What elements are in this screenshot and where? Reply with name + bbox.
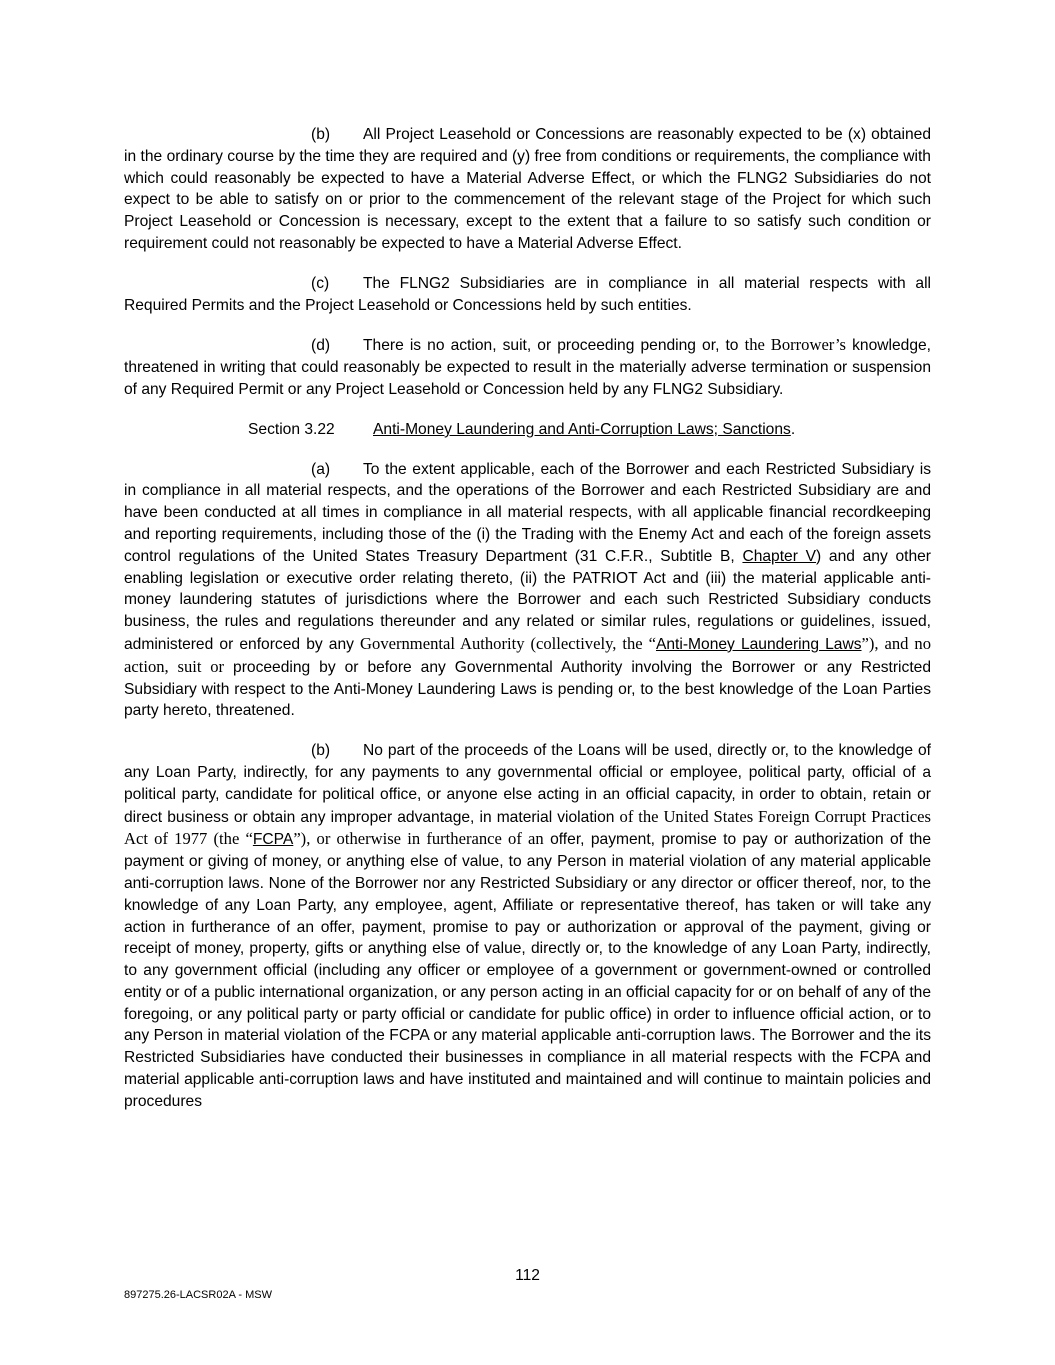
paragraph-text: proceeding by or before any Governmental Authority involving the Borrower or any Restricted Subsidiary with respect to the Anti-Money Laundering Laws is pending or, to the best knowledge of the Loan Parties party hereto, threatened. — [124, 658, 931, 720]
section-heading — [248, 419, 931, 441]
paragraph-label: (a) — [311, 460, 331, 478]
paragraph-label: (c) — [311, 274, 330, 292]
paragraph-label: (d) — [311, 337, 331, 355]
document-body — [124, 124, 931, 1131]
paragraph-a-aml — [124, 459, 931, 723]
paragraph-text: The FLNG2 Subsidiaries are in compliance in all material respects with all Required Permits and the Project Leasehold or Concessions held by such entities. — [124, 274, 931, 314]
defined-term-aml-laws: Anti-Money Laundering Laws — [655, 635, 862, 653]
paragraph-d-proceedings — [124, 334, 931, 400]
page-number: 112 — [515, 1267, 540, 1284]
section-number: Section 3.22 — [248, 420, 335, 438]
paragraph-text-serif: the Borrower’s — [744, 335, 847, 355]
section-title: Anti-Money Laundering and Anti-Corruption Laws; Sanctions — [373, 420, 791, 438]
section-title-end: . — [790, 420, 796, 438]
paragraph-text: No part of the proceeds of the Loans will be used, directly or, to the knowledge of any Loan Party, indirectly, for any payments to any governmental official or employee, political party, official of a political party, candidate for political office, or anyone else acting in an official capacity, in order to obtain, retain or direct business or obtain any improper advantage, in material violation — [124, 742, 931, 826]
paragraph-text-serif: ”), or otherwise in furtherance of an — [293, 829, 544, 849]
paragraph-b-anticorruption — [124, 740, 931, 1113]
paragraph-text-serif: Governmental Authority (collectively, the “ — [360, 633, 656, 653]
paragraph-label: (b) — [311, 126, 331, 143]
document-id: 897275.26-LACSR02A - MSW — [124, 1289, 272, 1301]
paragraph-text: There is no action, suit, or proceeding pending or, to — [363, 337, 745, 355]
paragraph-c-compliance — [124, 273, 931, 317]
paragraph-text: ) and any other enabling legislation or executive order relating thereto, (ii) the PATRIOT Act and (iii) the material applicable anti-money laundering statutes of jurisdictions where the Borrower and each such Restricted Subsidiary conducts business, the rules and regulations thereunder and any related or similar rules, regulations or guidelines, issued, administered or enforced by any — [124, 547, 931, 653]
paragraph-label: (b) — [311, 742, 331, 760]
paragraph-text: offer, payment, promise to pay or authorization of the payment or giving of money, or anything else of value, to any Person in material violation of any material applicable anti-corruption laws. None of the Borrower nor any Restricted Subsidiary or any director or officer thereof, nor, to the knowledge of any Loan Party, any employee, agent, Affiliate or representative thereof, has taken or will take any action in furtherance of an offer, payment, promise to pay or authorization or approval of the payment, giving or receipt of money, property, gifts or anything else of value, directly or, to the knowledge of any Loan Party, indirectly, to any government official (including any officer or employee of a government or government-owned or controlled entity or of a public international organization, or any person acting in an official capacity for or on behalf of any of the foregoing, or any political party or party official or candidate for public office) in order to influence official action, or to any Person in material violation of the FCPA or any material applicable anti-corruption laws. The Borrower and the its Restricted Subsidiaries have conducted their businesses in compliance in all material respects with the FCPA and material applicable anti-corruption laws and have instituted and maintained and will continue to maintain policies and procedures — [124, 831, 931, 1110]
paragraph-text: All Project Leasehold or Concessions are reasonably expected to be (x) obtained in the ordinary course by the time they are required and (y) free from conditions or requirements, the compliance with which could reasonably be expected to have a Material Adverse Effect, or which the FLNG2 Subsidiaries do not expect to be able to satisfy on or prior to the commencement of the relevant stage of the Project for which such Project Leasehold or Concession is necessary, except to the extent that a failure to so satisfy such condition or requirement could not reasonably be expected to have a Material Adverse Effect. — [124, 126, 931, 252]
paragraph-text-serif: of the United States Foreign Corrupt Practices Act of 1977 (the “ — [124, 806, 931, 849]
chapter-reference: Chapter V — [742, 547, 817, 565]
paragraph-text: knowledge, threatened in writing that could reasonably be expected to result in the materially adverse termination or suspension of any Required Permit or any Project Leasehold or Concession held by any FLNG2 Subsidiary. — [124, 337, 932, 398]
paragraph-text: To the extent applicable, each of the Borrower and each Restricted Subsidiary is in compliance in all material respects, and the operations of the Borrower and each Restricted Subsidiary are and have been conducted at all times in compliance in all material respects, with all applicable financial recordkeeping and reporting requirements, including those of the (i) the Trading with the Enemy Act and each of the foreign assets control regulations of the United States Treasury Department (31 C.F.R., Subtitle B, — [124, 460, 931, 565]
defined-term-fcpa: FCPA — [252, 831, 294, 849]
paragraph-b-leasehold — [124, 124, 931, 255]
paragraph-text-serif: ”), and no action, suit or — [124, 633, 931, 676]
